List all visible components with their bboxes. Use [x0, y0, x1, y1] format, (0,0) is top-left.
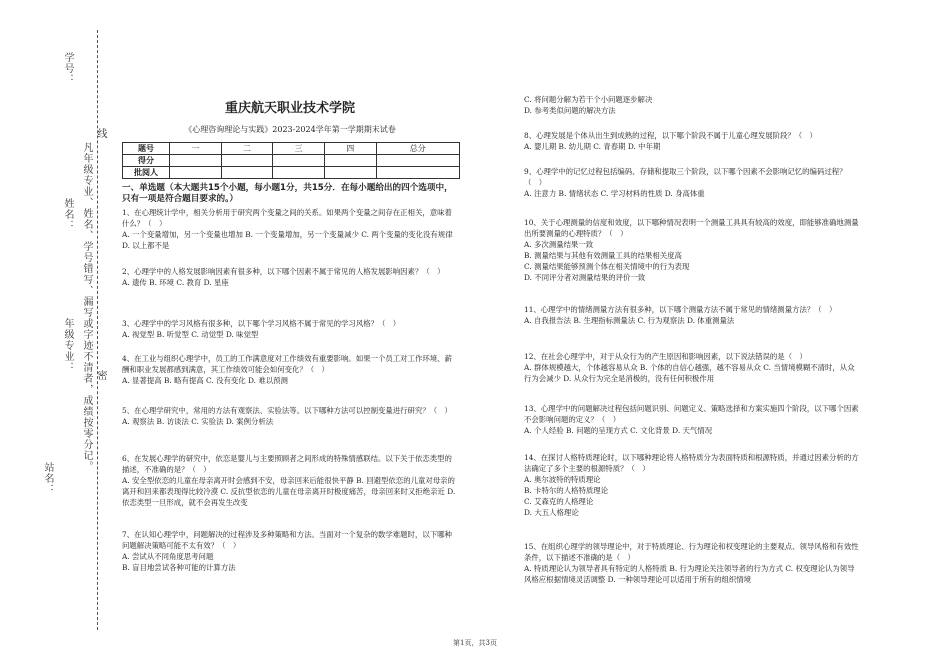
question-block	[524, 130, 860, 152]
question-block	[122, 453, 458, 508]
score-cell[interactable]	[324, 155, 376, 167]
question-stem: 8、心理发展是个体从出生到成熟的过程，以下哪个阶段不属于儿童心理发展阶段？（ ）	[524, 131, 817, 140]
dashed-cut-line	[97, 30, 98, 630]
score-cell[interactable]	[273, 155, 325, 167]
binding-mark-seal: 密	[95, 370, 106, 381]
question-options: A. 安全型依恋的儿童在母亲离开时会感到不安，母亲回来后能很快平静 B. 回避型依恋的儿童对母亲的离开和回来都表现得比较冷漠 C. 反抗型依恋的儿童在母亲离开时极度痛苦，母亲回来时又拒绝亲近 D. 依恋类型一旦形成，就不会再发生改变	[122, 476, 456, 507]
question-options: B. 盲目地尝试各种可能的计算方法	[122, 563, 236, 572]
question-stem: 11、心理学中的情绪测量方法有很多种，以下哪个测量方法不属于常见的情绪测量方法？（ ）	[524, 305, 837, 314]
score-table	[122, 142, 460, 179]
reviewer-cell[interactable]	[170, 167, 222, 179]
question-block	[122, 266, 458, 288]
question-stem: 6、在发展心理学的研究中，依恋是婴儿与主要照顾者之间形成的特殊情感联结。以下关于依恋类型的描述，不准确的是？（ ）	[122, 454, 452, 474]
question-stem: 1、在心理统计学中，相关分析用于研究两个变量之间的关系。如果两个变量之间存在正相关，意味着什么？（ ）	[122, 208, 452, 228]
question-options: A. 个人经验 B. 问题的呈现方式 C. 文化背景 D. 天气情况	[524, 426, 713, 435]
reviewer-cell[interactable]	[376, 167, 459, 179]
question-stem: 14、在探讨人格特质理论时，以下哪种理论将人格特质分为表面特质和根源特质，并通过因素分析的方法确定了多个主要的根源特质？（ ）	[524, 453, 859, 473]
column-header: 一	[170, 143, 222, 155]
question-options: D. 大五人格理论	[524, 508, 579, 517]
binding-mark-line: 线	[95, 128, 106, 139]
question-block	[122, 318, 458, 340]
question-block	[524, 94, 860, 116]
question-options: C. 将问题分解为若干个小问题逐步解决	[524, 95, 653, 104]
question-block	[122, 353, 458, 386]
score-cell[interactable]	[170, 155, 222, 167]
major-label: 年级专业：	[62, 318, 73, 373]
page-footer: 第1页，共3页	[453, 639, 497, 647]
question-stem: 4、在工业与组织心理学中，员工的工作满意度对工作绩效有重要影响。如果一个员工对工作环境、薪酬和职业发展都感到满意，其工作绩效可能会如何变化？（ ）	[122, 354, 452, 374]
question-block	[524, 452, 860, 518]
question-options: C. 测量结果能够预测个体在相关情境中的行为表现	[524, 262, 690, 271]
question-block	[122, 529, 458, 573]
question-stem: 3、心理学中的学习风格有很多种，以下哪个学习风格不属于常见的学习风格？（ ）	[122, 319, 401, 328]
question-options: A. 一个变量增加，另一个变量也增加 B. 一个变量增加，另一个变量减少 C. 两个变量的变化没有规律 D. 以上都不是	[122, 230, 453, 250]
question-block	[524, 166, 860, 199]
question-options: A. 显著提高 B. 略有提高 C. 没有变化 D. 难以预测	[122, 376, 288, 385]
question-options: C. 艾森克的人格理论	[524, 497, 594, 506]
row-label: 批阅人	[123, 167, 170, 179]
question-options: D. 不同评分者对测量结果的评价一致	[524, 273, 646, 282]
question-block	[524, 403, 860, 436]
question-options: A. 观察法 B. 访谈法 C. 实验法 D. 案例分析法	[122, 417, 274, 426]
reviewer-cell[interactable]	[273, 167, 325, 179]
school-name: 重庆航天职业技术学院	[224, 101, 355, 116]
question-stem: 12、在社会心理学中，对于从众行为的产生原因和影响因素，以下说法错误的是（ ）	[524, 352, 807, 361]
reviewer-cell[interactable]	[324, 167, 376, 179]
score-cell[interactable]	[221, 155, 273, 167]
row-label: 题号	[123, 143, 170, 155]
question-options: B. 卡特尔的人格特质理论	[524, 486, 609, 495]
score-table-header-row	[123, 143, 460, 155]
exam-title: 《心理咨询理论与实践》2023-2024学年第一学期期末试卷	[184, 125, 396, 134]
question-block	[122, 405, 458, 427]
score-cell[interactable]	[376, 155, 459, 167]
question-stem: 2、心理学中的人格发展影响因素有很多种，以下哪个因素不属于常见的人格发展影响因素？（ ）	[122, 267, 445, 276]
question-stem: 5、在心理学研究中，常用的方法有观察法、实验法等。以下哪种方法可以控制变量进行研究？（ ）	[122, 406, 452, 415]
student-id-label: 学号：	[62, 52, 73, 85]
reviewer-row	[123, 167, 460, 179]
question-options: A. 遗传 B. 环境 C. 教育 D. 星座	[122, 278, 229, 287]
question-block	[524, 304, 860, 326]
question-options: A. 奥尔波特的特质理论	[524, 475, 601, 484]
column-header: 四	[324, 143, 376, 155]
column-header: 三	[273, 143, 325, 155]
question-stem: 15、在组织心理学的领导理论中，对于特质理论、行为理论和权变理论的主要观点、领导风格和有效性条件，以下描述不准确的是（ ）	[524, 542, 859, 562]
row-label: 得分	[123, 155, 170, 167]
question-options: A. 群体规模越大，个体越容易从众 B. 个体的自信心越强，越不容易从众 C. 当情境模糊不清时，从众行为会减少 D. 从众行为完全是消极的，没有任何积极作用	[524, 363, 855, 383]
question-options: A. 婴儿期 B. 幼儿期 C. 青春期 D. 中年期	[524, 142, 661, 151]
exam-site-label: 站名：	[42, 462, 53, 495]
question-stem: 10、关于心理测量的信度和效度，以下哪种情况表明一个测量工具具有较高的效度，即能够准确地测量出所要测量的心理特质？（ ）	[524, 218, 859, 238]
question-stem: 9、心理学中的记忆过程包括编码、存储和提取三个阶段，以下哪个因素不会影响记忆的编码过程？（ ）	[524, 167, 847, 187]
column-header: 总分	[376, 143, 459, 155]
question-options: A. 注意力 B. 情绪状态 C. 学习材料的性质 D. 身高体重	[524, 189, 705, 198]
question-options: A. 尝试从不同角度思考问题	[122, 552, 214, 561]
column-header: 二	[221, 143, 273, 155]
question-options: D. 参考类似问题的解决方法	[524, 106, 616, 115]
score-row	[123, 155, 460, 167]
reviewer-cell[interactable]	[221, 167, 273, 179]
question-options: B. 测量结果与其他有效测量工具的结果相关度高	[524, 251, 682, 260]
question-block	[524, 351, 860, 384]
question-options: A. 特质理论认为领导者具有特定的人格特质 B. 行为理论关注领导者的行为方式 C. 权变理论认为领导风格应根据情境灵活调整 D. 一种领导理论可以适用于所有的组织情境	[524, 564, 855, 584]
question-options: A. 自我报告法 B. 生理指标测量法 C. 行为观察法 D. 体重测量法	[524, 316, 735, 325]
binding-notice: 凡年级专业、姓名、学号错写、漏写或字迹不清者，成绩按零分记。	[81, 142, 92, 472]
name-label: 姓名：	[62, 198, 73, 231]
binding-strip	[0, 0, 110, 672]
question-block	[524, 217, 860, 283]
question-stem: 13、心理学中的问题解决过程包括问题识别、问题定义、策略选择和方案实施四个阶段，以下哪个因素不会影响问题的定义？（ ）	[524, 404, 859, 424]
question-options: A. 视觉型 B. 听觉型 C. 动觉型 D. 味觉型	[122, 330, 259, 339]
question-block	[122, 207, 458, 251]
question-options: A. 多次测量结果一致	[524, 240, 594, 249]
section-title: 一、单选题（本大题共15个小题，每小题1分，共15分．在每小题给出的四个选项中，只有一项是符合题目要求的。）	[122, 183, 453, 204]
question-block	[524, 541, 860, 585]
question-stem: 7、在认知心理学中，问题解决的过程涉及多种策略和方法。当面对一个复杂的数学难题时，以下哪种问题解决策略可能不太有效？（ ）	[122, 530, 452, 550]
